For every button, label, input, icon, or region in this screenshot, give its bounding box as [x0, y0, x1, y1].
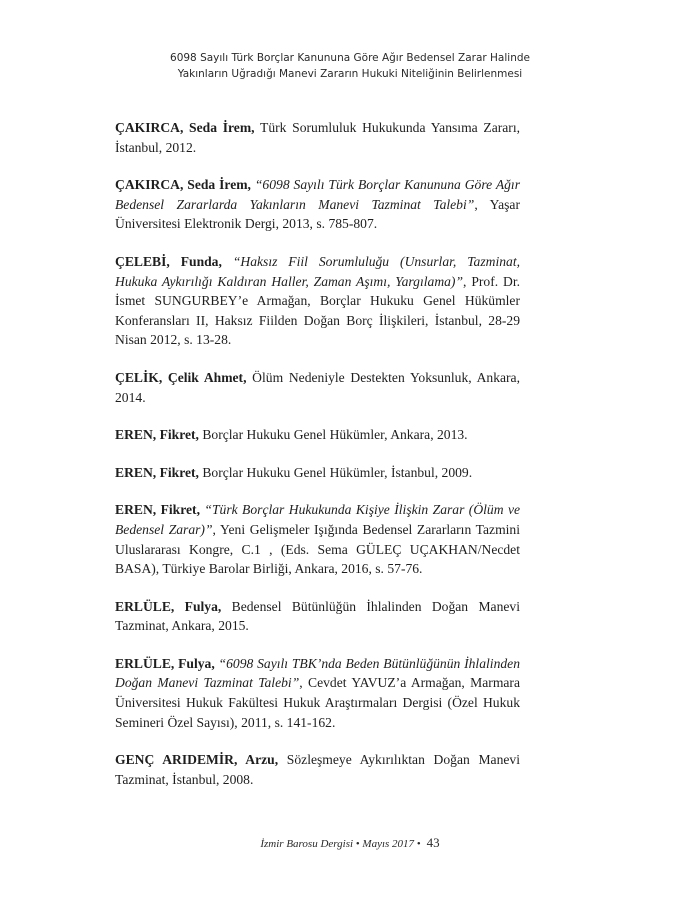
page-number: 43	[426, 835, 440, 850]
bibliography-entry	[115, 597, 520, 636]
entry-publication-info: Sözleşmeye Aykırılıktan Doğan Manevi Tazminat, İstanbul, 2008.	[115, 752, 520, 787]
entry-author: ERLÜLE, Fulya,	[115, 655, 215, 671]
entry-author: EREN, Fikret,	[115, 427, 199, 443]
bibliography-entry	[115, 118, 520, 157]
bibliography-entry	[115, 425, 520, 445]
entry-article-title: “Türk Borçlar Hukukunda Kişiye İlişkin Zarar (Ölüm ve Bedensel Zarar)”	[115, 502, 521, 537]
bibliography-list	[115, 118, 520, 807]
entry-author: ERLÜLE, Fulya,	[115, 598, 222, 614]
entry-publication-info: Bedensel Bütünlüğün İhlalinden Doğan Manevi Tazminat, Ankara, 2015.	[115, 598, 520, 634]
entry-publication-info: Türk Sorumluluk Hukukunda Yansıma Zararı, İstanbul, 2012.	[115, 120, 520, 155]
entry-publication-info: , Prof. Dr. İsmet SUNGURBEY’e Armağan, Borçlar Hukuku Genel Hükümler Konferansları II, Haksız Fiilden Doğan Borç İlişkileri, İstanbul, 28-29 Nisan 2012, s. 13-28.	[115, 273, 520, 348]
entry-article-title: “6098 Sayılı TBK’nda Beden Bütünlüğünün İhlalinden Doğan Manevi Tazminat Talebi”	[115, 655, 520, 691]
entry-author: GENÇ ARIDEMİR, Arzu,	[115, 752, 279, 768]
entry-article-title: “Haksız Fiil Sorumluluğu (Unsurlar, Tazminat, Hukuka Aykırılığı Kaldıran Haller, Zaman Aşımı, Yargılama)”	[115, 253, 520, 289]
bibliography-entry	[115, 463, 520, 483]
running-head-line-2: Yakınların Uğradığı Manevi Zararın Hukuki Niteliğinin Belirlenmesi	[177, 68, 523, 80]
entry-author: ÇELEBİ, Funda,	[115, 253, 222, 269]
bibliography-entry	[115, 750, 520, 789]
entry-author: ÇAKIRCA, Seda İrem,	[115, 120, 255, 135]
bibliography-entry	[115, 368, 520, 407]
entry-author: ÇAKIRCA, Seda İrem,	[115, 177, 251, 193]
entry-publication-info: Ölüm Nedeniyle Destekten Yoksunluk, Ankara, 2014.	[115, 369, 520, 405]
entry-publication-info: , Yaşar Üniversitesi Elektronik Dergi, 2013, s. 785-807.	[115, 196, 520, 232]
entry-author: ÇELİK, Çelik Ahmet,	[115, 369, 247, 385]
bibliography-entry	[115, 500, 520, 578]
entry-publication-info: Borçlar Hukuku Genel Hükümler, Ankara, 2013.	[198, 427, 468, 443]
footer-journal: İzmir Barosu Dergisi • Mayıs 2017 •	[260, 838, 421, 850]
bibliography-entry	[115, 654, 520, 732]
entry-author: EREN, Fikret,	[115, 502, 200, 518]
entry-publication-info: , Yeni Gelişmeler Işığında Bedensel Zararların Tazmini Uluslararası Kongre, C.1 , (Eds. Sema GÜLEÇ UÇAKHAN/Necdet BASA), Türkiye Barolar Birliği, Ankara, 2016, s. 57-76.	[115, 521, 520, 577]
entry-publication-info: Borçlar Hukuku Genel Hükümler, İstanbul, 2009.	[198, 464, 473, 480]
running-head-line-1: 6098 Sayılı Türk Borçlar Kanununa Göre Ağır Bedensel Zarar Halinde	[170, 52, 530, 64]
bibliography-entry	[115, 175, 520, 234]
entry-article-title: “6098 Sayılı Türk Borçlar Kanununa Göre Ağır Bedensel Zararlarda Yakınların Manevi Tazminat Talebi”	[115, 177, 520, 212]
entry-author: EREN, Fikret,	[115, 464, 199, 480]
bibliography-entry	[115, 252, 520, 350]
running-head	[0, 50, 700, 82]
entry-publication-info: , Cevdet YAVUZ’a Armağan, Marmara Üniversitesi Hukuk Fakültesi Hukuk Araştırmaları Dergisi (Özel Hukuk Semineri Özel Sayısı), 2011, s. 141-162.	[115, 675, 520, 730]
page-footer	[0, 835, 700, 851]
